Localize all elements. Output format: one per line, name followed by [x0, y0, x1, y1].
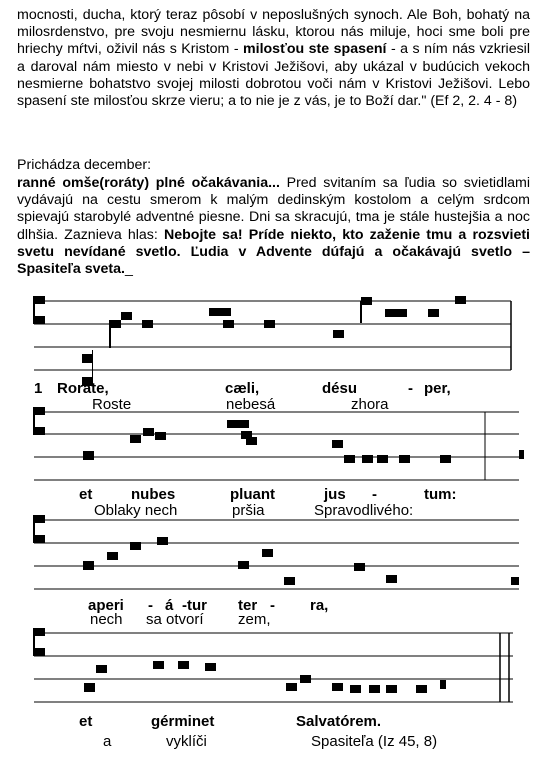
intro-text-a: mocnosti, ducha, ktorý teraz pôsobí v neposlušných synoch. Ale Boh, bohatý na milosrdenstvo, pre svoju nesmiernu lásku, ktorou nás miluje, hoci sme boli pre hriechy mŕtvi, oživil nás s Kristom - — [17, 7, 530, 58]
latin-2-1: nubes — [131, 486, 176, 503]
latin-3-6: ra, — [310, 597, 329, 614]
staff-2 — [34, 412, 519, 480]
latin-2-3: jus — [324, 486, 346, 503]
slovak-1-2: zhora — [351, 396, 389, 413]
latin-1-1: cæli, — [225, 380, 260, 397]
latin-3-2: á — [165, 597, 174, 614]
neumes-4 — [84, 661, 446, 693]
slovak-3-0: nech — [90, 611, 123, 628]
neumes-3 — [83, 537, 519, 585]
slovak-3-2: zem, — [238, 611, 271, 628]
slovak-4-0: a — [103, 733, 112, 750]
clef-1 — [33, 296, 45, 324]
staff-1 — [34, 301, 511, 370]
advent-underscore: _ — [125, 261, 133, 278]
advent-text: Pred svitaním sa ľudia so svietidlami vydávajú na cestu smerom k malým dedinským kostolom a celým srdcom spievajú starobylé adventné piesne. Dni sa skracujú, tma je stále hustejšia a noc dlhšia. Zaznieva hlas: — [17, 175, 530, 243]
advent-bold-end: Nebojte sa! Príde niekto, kto zaženie tmu a rozsvieti svetu nevídané svetlo. Ľudia v Advente dúfajú a očakávajú svetlo – Spasiteľa sveta. — [17, 226, 530, 278]
latin-4-0: et — [79, 713, 93, 730]
latin-4-2: Salvatórem. — [296, 713, 382, 730]
slovak-3-1: sa otvorí — [146, 611, 204, 628]
latin-1-3: - — [408, 380, 413, 397]
clef-4 — [33, 628, 45, 656]
intro-text-b: - a s ním nás vzkriesil a daroval nám miesto v nebi v Kristovi Ježišovi, aby ukázal v budúcich vekoch nesmierne bohatstvo svojej milosti dobrotou voči nám v Kristovi Ježišovi. Lebo spasení ste milosťou skrze vieru; a to nie je z vás, je to Boží dar." (Ef 2, 2. 4 - 8) — [17, 41, 530, 110]
slovak-2-0: Oblaky nech — [94, 502, 178, 519]
slovak-1-1: nebesá — [226, 396, 276, 413]
latin-3-0: aperi — [88, 597, 124, 614]
slovak-2-1: pršia — [232, 502, 265, 519]
advent-bold-start: ranné omše(roráty) plné očakávania... — [17, 175, 280, 191]
latin-2-0: et — [79, 486, 93, 503]
clef-3 — [33, 515, 45, 543]
latin-3-1: - — [148, 597, 153, 614]
clef-2 — [33, 407, 45, 435]
latin-2-5: tum: — [424, 486, 457, 503]
latin-3-5: - — [270, 597, 275, 614]
latin-3-3: -tur — [182, 597, 207, 614]
latin-1-2: désu — [322, 380, 358, 397]
slovak-4-2: Spasiteľa (Iz 45, 8) — [311, 733, 438, 750]
latin-2-2: pluant — [230, 486, 275, 503]
advent-heading: Prichádza december: — [17, 157, 152, 173]
neumes-1 — [82, 296, 466, 386]
latin-3-4: ter — [238, 597, 258, 614]
latin-1-4: per, — [424, 380, 451, 397]
intro-bold: milosťou ste spasení — [243, 41, 387, 58]
latin-4-1: gérminet — [151, 713, 215, 730]
staff-3 — [34, 520, 519, 589]
latin-1-0: Roráte, — [57, 380, 109, 397]
slovak-4-1: vyklíči — [166, 733, 207, 750]
chant-number: 1 — [34, 380, 43, 397]
latin-2-4: - — [372, 486, 377, 503]
slovak-2-2: Spravodlivého: — [314, 502, 414, 519]
slovak-1-0: Roste — [92, 396, 132, 413]
